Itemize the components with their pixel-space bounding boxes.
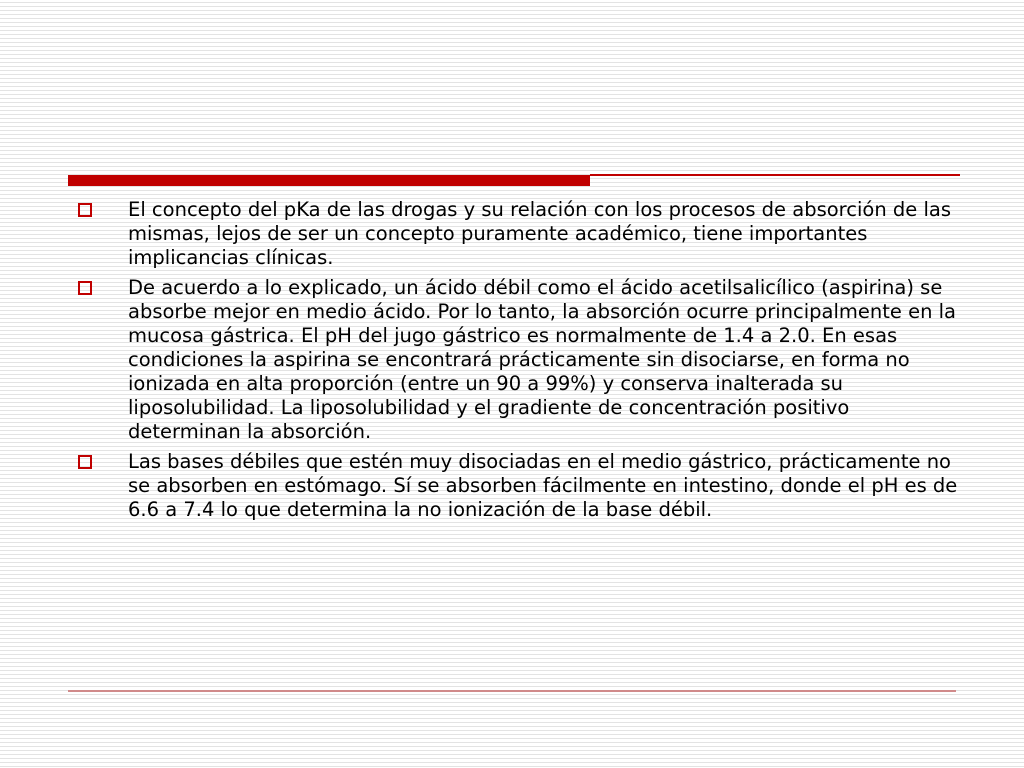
- top-accent-line: [590, 174, 960, 176]
- list-item: [78, 276, 958, 444]
- square-bullet-icon: [78, 281, 92, 295]
- bottom-divider: [68, 690, 956, 692]
- square-bullet-icon: [78, 203, 92, 217]
- list-item: [78, 198, 958, 270]
- top-accent-bar: [68, 175, 590, 186]
- square-bullet-icon: [78, 455, 92, 469]
- bullet-text: De acuerdo a lo explicado, un ácido débil como el ácido acetilsalicílico (aspirina) se absorbe mejor en medio ácido. Por lo tanto, la absorción ocurre principalmente en la mucosa gástrica. El pH del jugo gástrico es normalmente de 1.4 a 2.0. En esas condiciones la aspirina se encontrará prácticamente sin disociarse, en forma no ionizada en alta proporción (entre un 90 a 99%) y conserva inalterada su liposolubilidad. La liposolubilidad y el gradiente de concentración positivo determinan la absorción.: [128, 276, 957, 443]
- bullet-text: Las bases débiles que estén muy disociadas en el medio gástrico, prácticamente no se absorben en estómago. Sí se absorben fácilmente en intestino, donde el pH es de 6.6 a 7.4 lo que determina la no ionización de la base débil.: [128, 450, 958, 521]
- list-item: [78, 450, 958, 522]
- bullet-list: [78, 198, 958, 528]
- bullet-text: El concepto del pKa de las drogas y su relación con los procesos de absorción de las mismas, lejos de ser un concepto puramente académico, tiene importantes implicancias clínicas.: [128, 198, 951, 269]
